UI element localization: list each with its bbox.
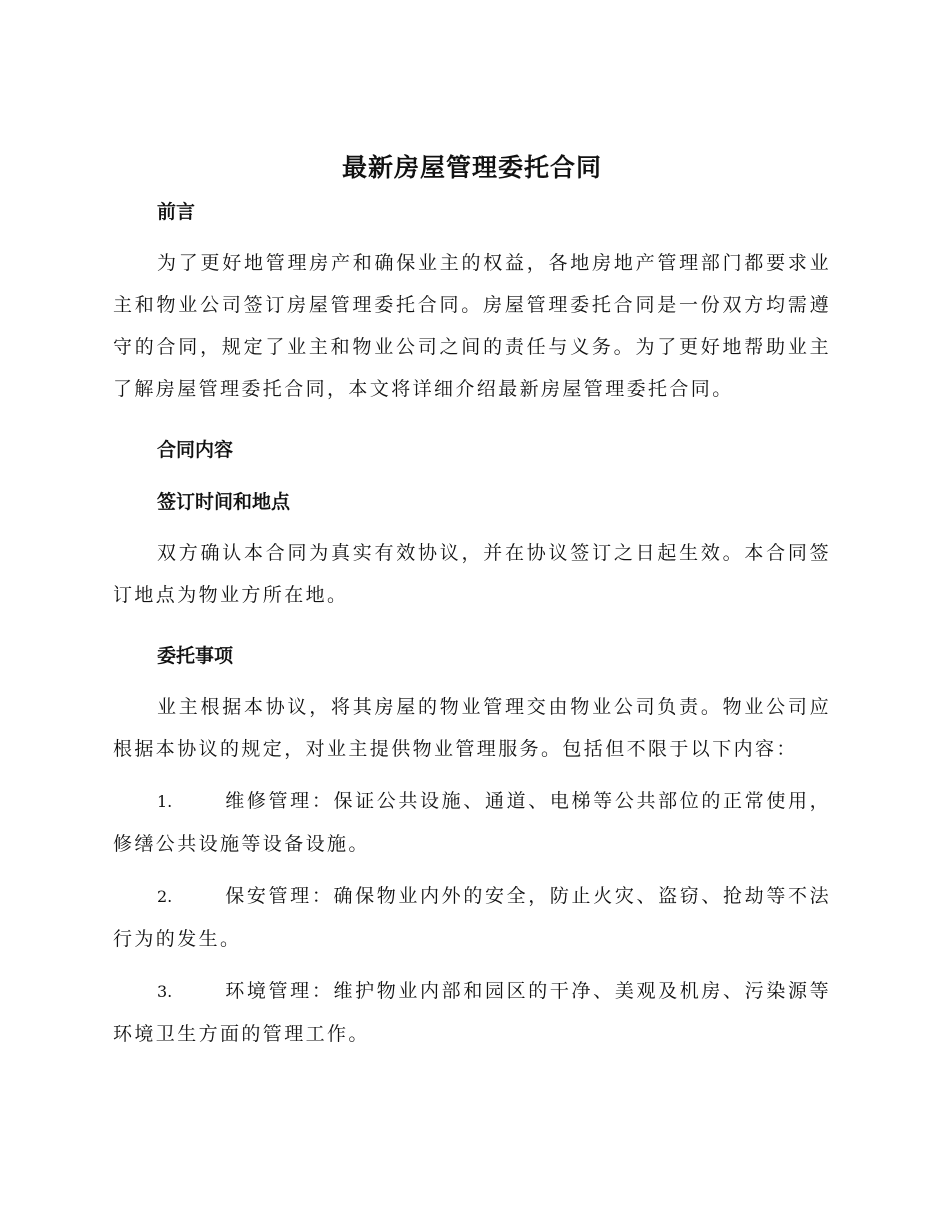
list-item-number: 3. xyxy=(157,982,173,1001)
contract-content-heading: 合同内容 xyxy=(157,439,234,461)
list-item xyxy=(113,780,831,865)
list-item-text: 保安管理：确保物业内外的安全，防止火灾、盗窃、抢劫等不法行为的发生。 xyxy=(113,885,831,950)
document-title: 最新房屋管理委托合同 xyxy=(341,153,602,182)
entrusted-matters-heading: 委托事项 xyxy=(157,645,234,667)
list-item xyxy=(113,970,831,1055)
document-page xyxy=(113,148,831,1055)
preface-heading: 前言 xyxy=(157,201,196,223)
list-item-number: 2. xyxy=(157,887,173,906)
preface-paragraph: 为了更好地管理房产和确保业主的权益，各地房地产管理部门都要求业主和物业公司签订房屋管理委托合同。房屋管理委托合同是一份双方均需遵守的合同，规定了业主和物业公司之间的责任与义务。为了更好地帮助业主了解房屋管理委托合同，本文将详细介绍最新房屋管理委托合同。 xyxy=(113,252,831,400)
signing-paragraph: 双方确认本合同为真实有效协议，并在协议签订之日起生效。本合同签订地点为物业方所在地。 xyxy=(113,542,831,606)
entrusted-matters-paragraph: 业主根据本协议，将其房屋的物业管理交由物业公司负责。物业公司应根据本协议的规定，对业主提供物业管理服务。包括但不限于以下内容： xyxy=(113,696,831,760)
list-item xyxy=(113,875,831,960)
list-item-text: 维修管理：保证公共设施、通道、电梯等公共部位的正常使用，修缮公共设施等设备设施。 xyxy=(113,790,831,855)
list-item-number: 1. xyxy=(157,792,173,811)
signing-time-place-heading: 签订时间和地点 xyxy=(157,491,291,513)
list-item-text: 环境管理：维护物业内部和园区的干净、美观及机房、污染源等环境卫生方面的管理工作。 xyxy=(113,980,831,1045)
